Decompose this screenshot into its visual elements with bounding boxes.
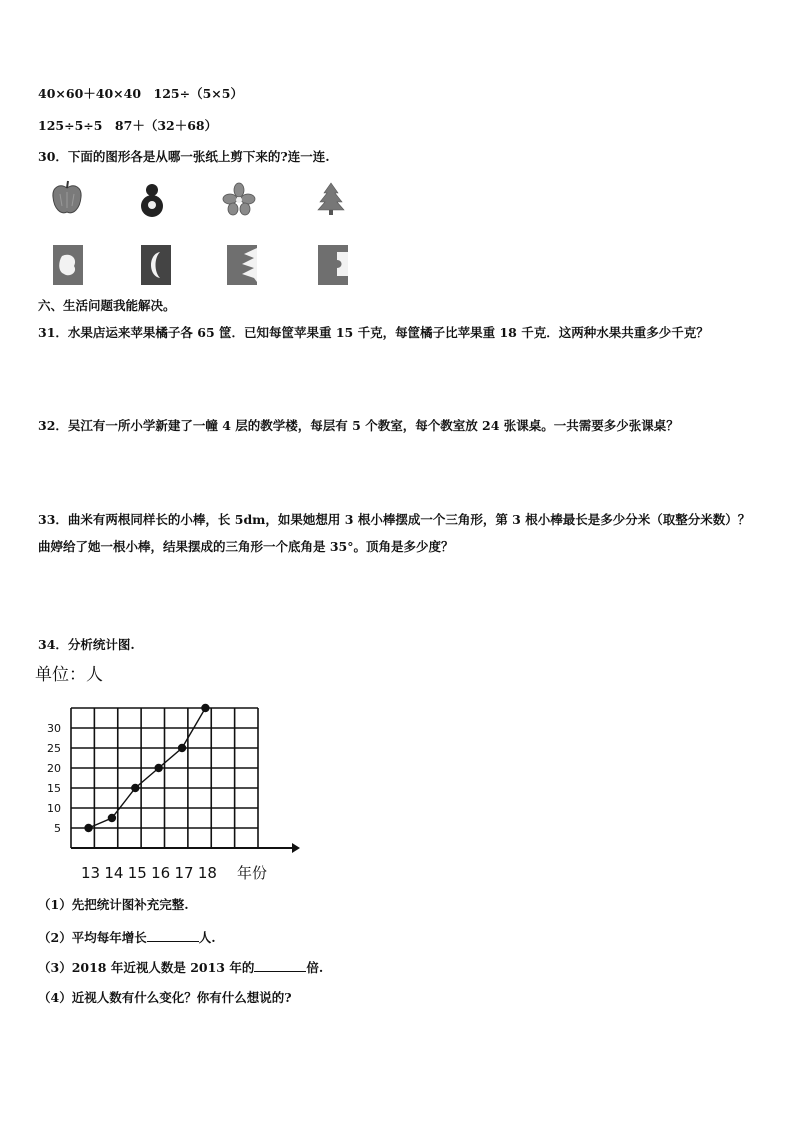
sub-question-1: （1）先把统计图补充完整. <box>38 897 189 912</box>
chart-x-ticks <box>81 864 217 882</box>
data-point <box>178 744 186 752</box>
x-tick-label: 16 <box>151 864 171 882</box>
question-30: 30．下面的图形各是从哪一张纸上剪下来的?连一连. <box>38 149 330 164</box>
sub-question-3-prefix: （3）2018 年近视人数是 2013 年的 <box>38 960 255 975</box>
flower-shape <box>222 182 256 220</box>
apple-shape <box>50 180 84 220</box>
sub-question-2-suffix: 人. <box>198 930 216 945</box>
x-tick-label: 15 <box>127 864 147 882</box>
y-tick-label: 25 <box>47 742 61 755</box>
answer-blank-2[interactable] <box>147 929 199 942</box>
chart-unit-label: 单位：人 <box>35 665 103 685</box>
data-point <box>154 764 162 772</box>
tree-shape <box>316 182 346 220</box>
paper-with-puzzle-cutout <box>317 244 349 290</box>
data-point <box>108 814 116 822</box>
data-point <box>131 784 139 792</box>
paper-with-leaf-cutout <box>52 244 84 290</box>
y-tick-label: 10 <box>47 802 61 815</box>
line-chart <box>30 660 310 885</box>
sub-question-2-prefix: （2）平均每年增长 <box>38 930 147 945</box>
data-point <box>201 704 209 712</box>
calc-line-1: 40×60＋40×40 125÷（5×5） <box>38 86 243 101</box>
data-point <box>84 824 92 832</box>
y-tick-label: 30 <box>47 722 61 735</box>
x-tick-label: 14 <box>104 864 124 882</box>
section-6-heading: 六、生活问题我能解决。 <box>38 298 176 313</box>
y-tick-label: 20 <box>47 762 61 775</box>
question-34: 34．分析统计图. <box>38 637 135 652</box>
x-tick-label: 17 <box>174 864 194 882</box>
paper-with-zigzag-cutout <box>226 244 258 290</box>
gourd-shape <box>137 180 167 222</box>
sub-question-3-suffix: 倍. <box>306 960 324 975</box>
x-tick-label: 13 <box>80 864 101 882</box>
question-32: 32．吴江有一所小学新建了一幢 4 层的教学楼，每层有 5 个教室，每个教室放 24 张课桌。一共需要多少张课桌？ <box>38 418 679 433</box>
chart-y-ticks <box>47 722 61 835</box>
chart-grid <box>71 708 300 853</box>
sub-question-3 <box>38 958 323 976</box>
sub-question-2 <box>38 928 216 946</box>
chart-x-axis-label: 年份 <box>237 864 268 882</box>
question-33: 33．曲米有两根同样长的小棒，长 5dm，如果她想用 3 根小棒摆成一个三角形，第 3 根小棒最长是多少分米（取整分米数）？曲婷给了她一根小棒，结果摆成的三角形一个底角是 35°。顶角是多少度？ <box>38 512 751 554</box>
calc-line-2: 125÷5÷5 87＋（32＋68） <box>38 118 218 133</box>
answer-blank-3[interactable] <box>254 959 306 972</box>
x-tick-label: 18 <box>197 864 217 882</box>
y-tick-label: 15 <box>47 782 61 795</box>
sub-question-4: （4）近视人数有什么变化？你有什么想说的? <box>38 990 292 1005</box>
question-31: 31．水果店运来苹果橘子各 65 筐．已知每筐苹果重 15 千克，每筐橘子比苹果重 18 千克．这两种水果共重多少千克？ <box>38 325 709 340</box>
y-tick-label: 5 <box>54 822 61 835</box>
paper-with-moon-cutout <box>140 244 172 290</box>
x-axis-arrow <box>292 843 300 853</box>
